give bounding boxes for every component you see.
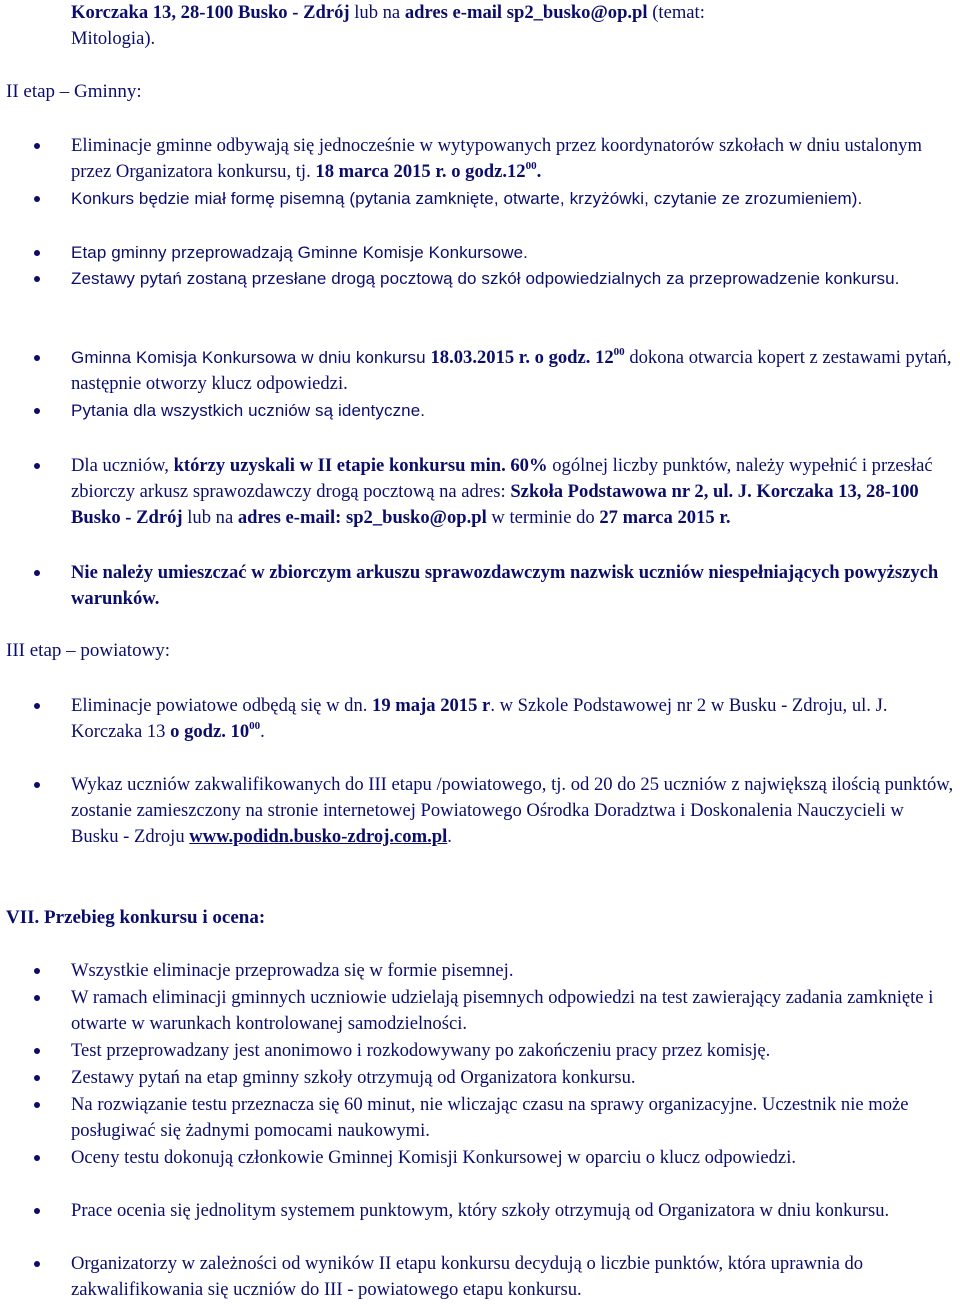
address-continuation: Korczaka 13, 28-100 Busko - Zdrój lub na adres e-mail sp2_busko@op.pl (temat: Mitologia).: [71, 2, 705, 49]
list-item: Wszystkie eliminacje przeprowadza się w formie pisemnej.: [71, 958, 954, 984]
list-item: Zestawy pytań na etap gminny szkoły otrzymują od Organizatora konkursu.: [71, 1065, 954, 1091]
list-item: Gminna Komisja Konkursowa w dniu konkursu 18.03.2015 r. o godz. $12^{00}$ dokona otwarcia kopert z zestawami pytań, następnie otworzy klucz odpowiedzi.: [71, 345, 954, 397]
list-item: Prace ocenia się jednolitym systemem punktowym, który szkoły otrzymują od Organizatora w dniu konkursu.: [71, 1198, 954, 1224]
podidn-website-link[interactable]: www.podidn.busko-zdroj.com.pl: [189, 826, 448, 847]
list-item: Dla uczniów, którzy uzyskali w II etapie konkursu min. 60% ogólnej liczby punktów, należy wypełnić i przesłać zbiorczy arkusz sprawozdawczy drogą pocztową na adres: Szkoła Podstawowa nr 2, ul. J. Korczaka 13, 28-100 Busko - Zdrój lub na adres e-mail: sp2_busko@op.pl w terminie do 27 marca 2015 r.: [71, 453, 954, 531]
heading-przebieg-konkursu: VII. Przebieg konkursu i ocena:: [6, 907, 266, 928]
list-item: Eliminacje powiatowe odbędą się w dn. 19 maja 2015 r. w Szkole Podstawowej nr 2 w Busku - Zdroju, ul. J. Korczaka 13 o godz. $10^{00}$.: [71, 693, 954, 745]
list-item: W ramach eliminacji gminnych uczniowie udzielają pisemnych odpowiedzi na test zawierający zadania zamknięte i otwarte w warunkach kontrolowanej samodzielności.: [71, 985, 954, 1037]
heading-etap-powiatowy: III etap – powiatowy:: [6, 640, 171, 661]
list-item: Test przeprowadzany jest anonimowo i rozkodowywany po zakończeniu pracy przez komisję.: [71, 1038, 954, 1064]
list-item: Oceny testu dokonują członkowie Gminnej Komisji Konkursowej w oparciu o klucz odpowiedzi.: [71, 1145, 954, 1171]
list-item: Wykaz uczniów zakwalifikowanych do III etapu /powiatowego, tj. od 20 do 25 uczniów z największą ilością punktów, zostanie zamieszczony na stronie internetowej Powiatowego Ośrodka Doradztwa i Doskonalenia Nauczycieli w Busku - Zdroju www.podidn.busko-zdroj.com.pl.: [71, 772, 954, 850]
list-item: Na rozwiązanie testu przeznacza się 60 minut, nie wliczając czasu na sprawy organizacyjne. Uczestnik nie może posługiwać się żadnymi pomocami naukowymi.: [71, 1092, 954, 1144]
list-item: Organizatorzy w zależności od wyników II etapu konkursu decydują o liczbie punktów, która uprawnia do zakwalifikowania się uczniów do III - powiatowego etapu konkursu.: [71, 1251, 954, 1303]
list-item: Pytania dla wszystkich uczniów są identyczne.: [71, 398, 954, 424]
heading-etap-gminny: II etap – Gminny:: [6, 81, 142, 102]
address-bold: Korczaka 13, 28-100 Busko - Zdrój: [71, 2, 350, 23]
list-item: Konkurs będzie miał formę pisemną (pytania zamknięte, otwarte, krzyżówki, czytanie ze zrozumieniem).: [71, 186, 954, 212]
list-item: Eliminacje gminne odbywają się jednocześnie w wytypowanych przez koordynatorów szkołach w dniu ustalonym przez Organizatora konkursu, tj. 18 marca 2015 r. o $godz.12^{00}$.: [71, 133, 954, 185]
list-item: Etap gminny przeprowadzają Gminne Komisje Konkursowe.: [71, 240, 954, 266]
email-bold: adres e-mail sp2_busko@op.pl: [404, 2, 648, 23]
list-item-warning: Nie należy umieszczać w zbiorczym arkuszu sprawozdawczym nazwisk uczniów niespełniających powyższych warunków.: [71, 560, 954, 612]
list-item: Zestawy pytań zostaną przesłane drogą pocztową do szkół odpowiedzialnych za przeprowadzenie konkursu.: [71, 266, 954, 292]
